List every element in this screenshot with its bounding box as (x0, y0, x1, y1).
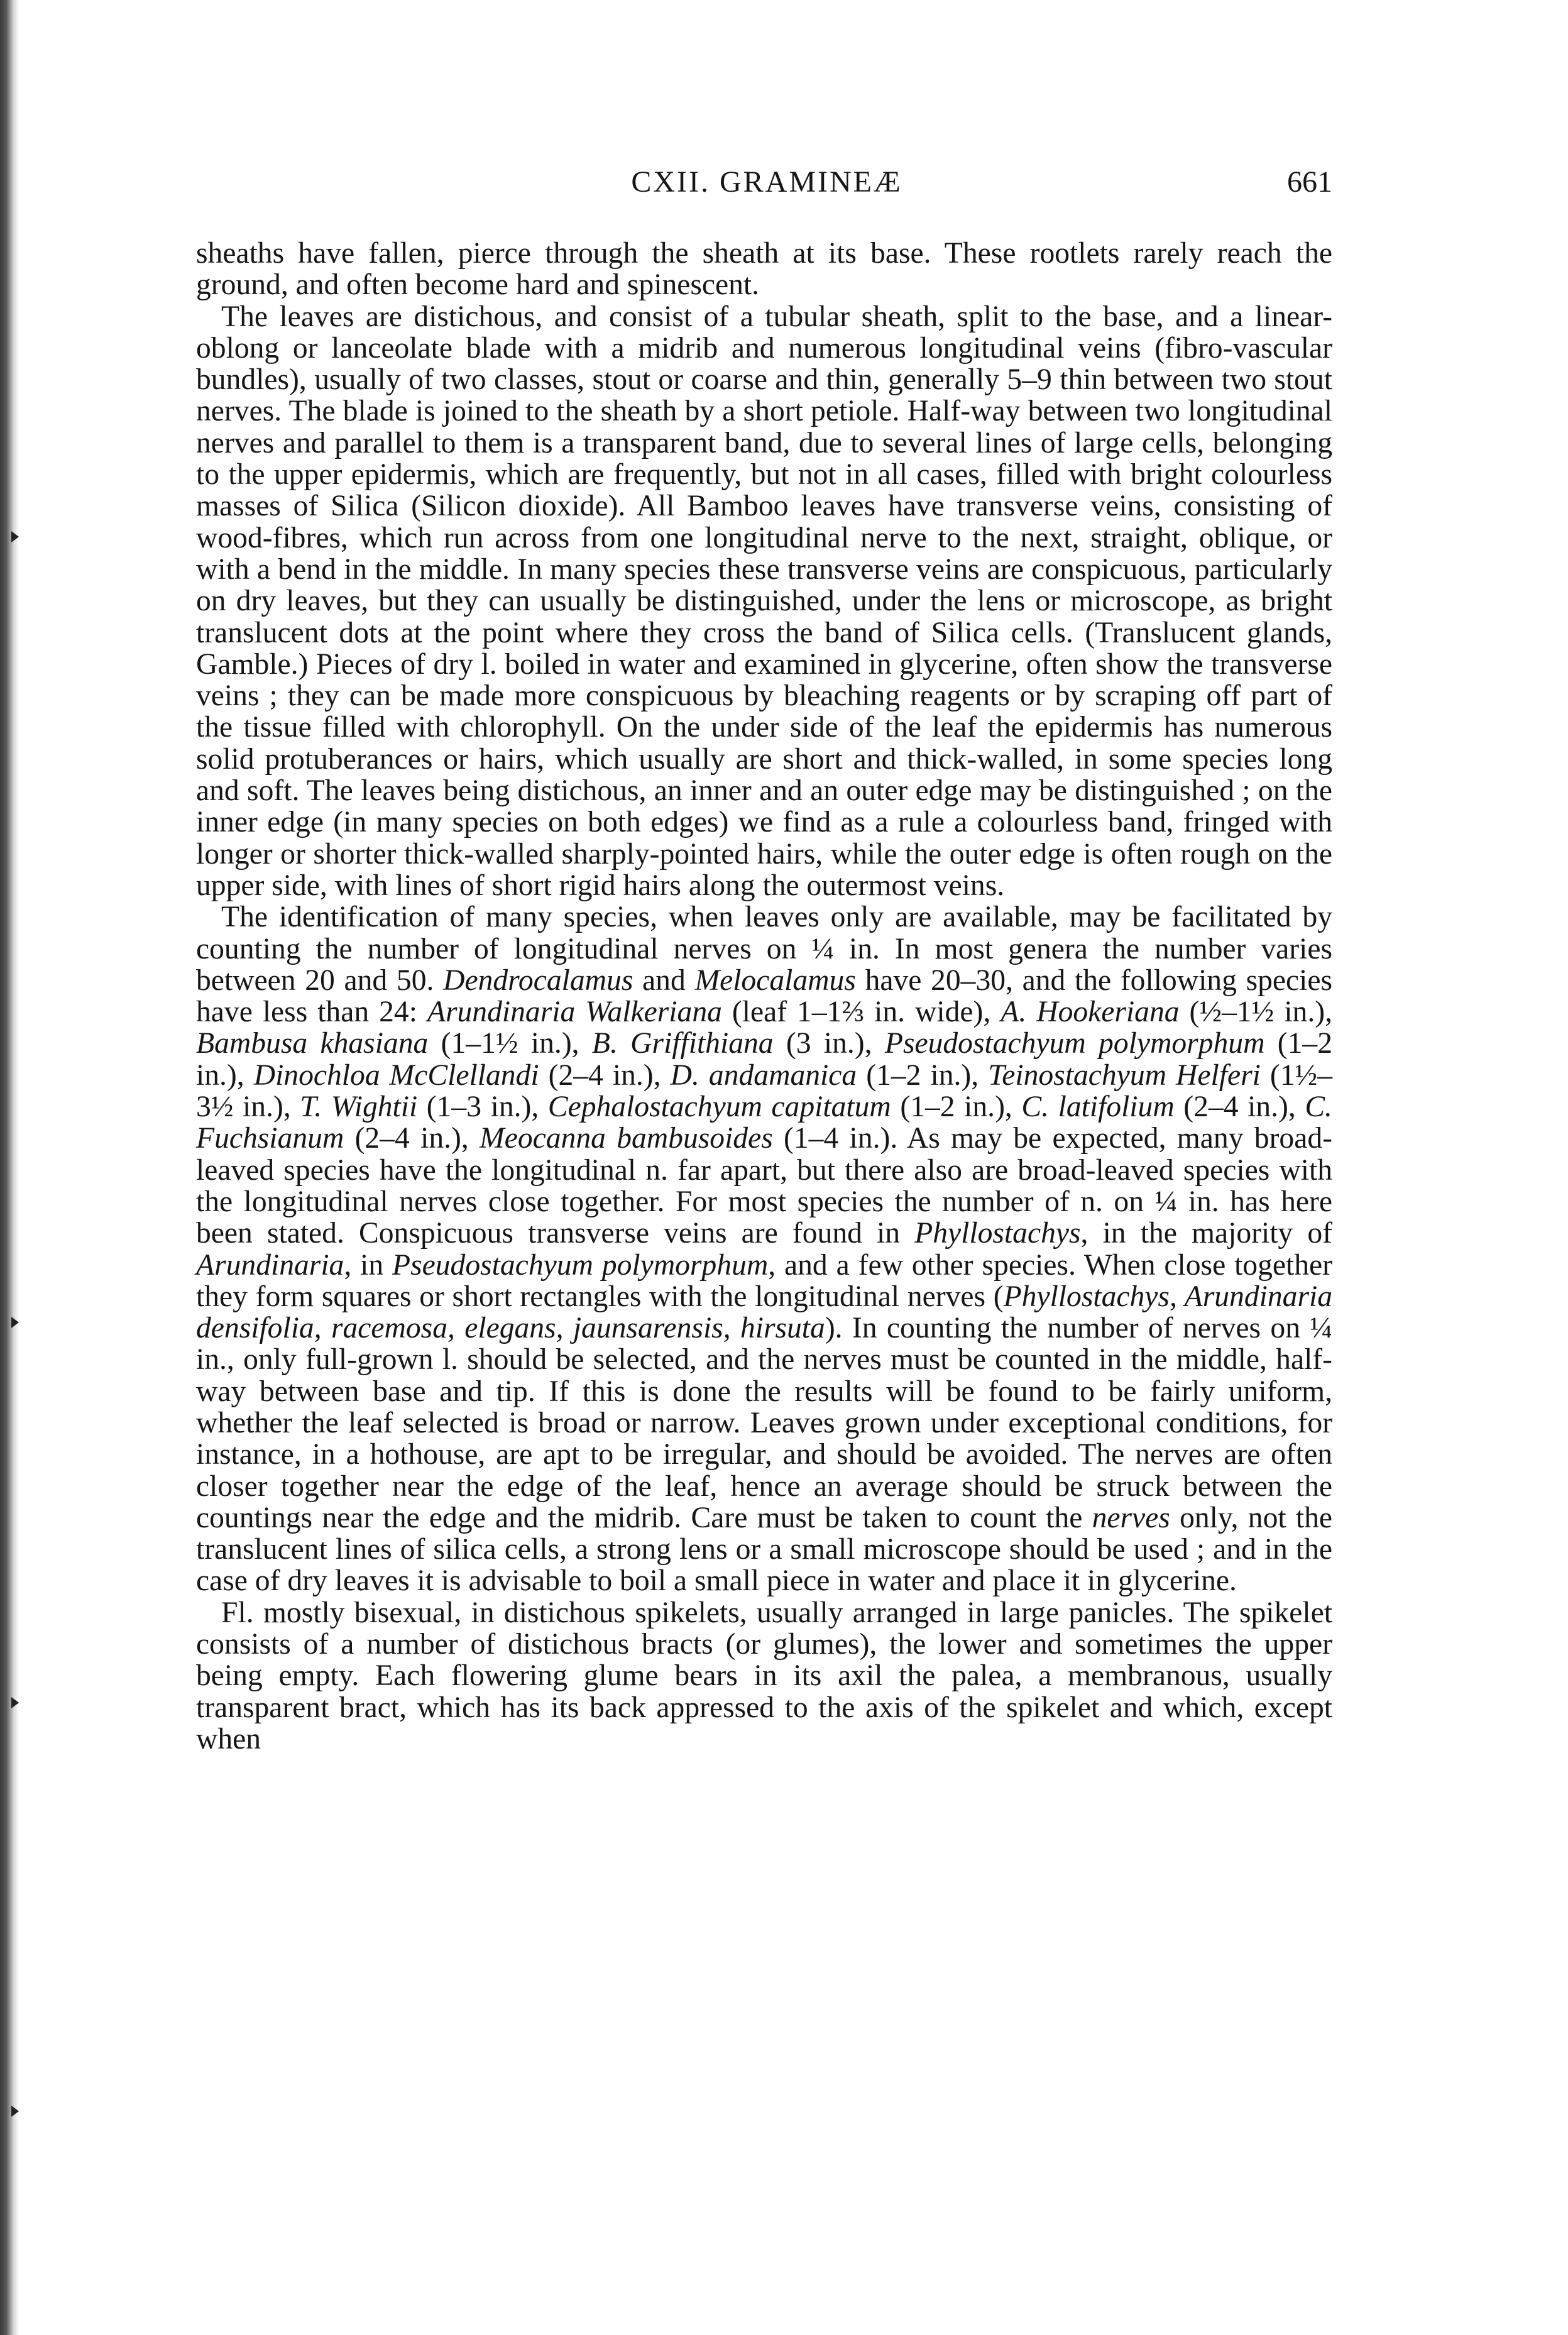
running-title: CXII. GRAMINEÆ (631, 165, 902, 199)
italic-taxon-text: Dendrocalamus (443, 964, 633, 997)
italic-taxon-text: Pseudostachyum polymorphum (884, 1027, 1265, 1060)
binding-tab-mark (11, 2106, 19, 2117)
italic-taxon-text: Pseudostachyum polymorphum (392, 1248, 769, 1282)
italic-taxon-text: Cephalostachyum capitatum (547, 1091, 891, 1124)
text-run: (1–3 in.), (417, 1091, 548, 1124)
paragraph: The leaves are distichous, and consist of a tubular sheath, split to the base, and a linear-oblong or lanceolate blade with a midrib and numerous longitudinal veins (fibro-vascular bundles), usually of two classes, stout or coarse and thin, generally 5–9 thin between two stout nerves. The blade is joined to the sheath by a short petiole. Half-way between two longitudinal nerves and parallel to them is a transparent band, due to several lines of large cells, belonging to the upper epidermis, which are frequently, but not in all cases, filled with bright colourless masses of Silica (Silicon dioxide). All Bamboo leaves have transverse veins, consisting of wood-fibres, which run across from one longitudinal nerve to the next, straight, oblique, or with a bend in the middle. In many species these transverse veins are conspicuous, particularly on dry leaves, but they can usually be distinguished, under the lens or microscope, as bright translucent dots at the point where they cross the band of Silica cells. (Translucent glands, Gamble.) Pieces of dry l. boiled in water and examined in glycerine, often show the transverse veins ; they can be made more conspicuous by bleaching reagents or by scraping off part of the tissue filled with chlorophyll. On the under side of the leaf the epidermis has numerous solid protuberances or hairs, which usually are short and thick-walled, in some species long and soft. The leaves being distichous, an inner and an outer edge may be distinguished ; on the inner edge (in many species on both edges) we find as a rule a colourless band, fringed with longer or shorter thick-walled sharply-pointed hairs, while the outer edge is often rough on the upper side, with lines of short rigid hairs along the outermost veins. (196, 300, 1332, 902)
text-run: (1–2 in.), (196, 1027, 1333, 1092)
text-run: (1–2 in.), (857, 1058, 989, 1092)
binding-tab-mark (11, 1697, 19, 1708)
text-run: (1½–3½ in.), (196, 1058, 1332, 1124)
italic-taxon-text: Meocanna bambusoides (480, 1122, 773, 1155)
italic-taxon-text: Arundinaria Walkeriana (427, 996, 722, 1029)
italic-taxon-text: Teinostachyum Helferi (988, 1058, 1261, 1092)
text-run: , in (344, 1248, 393, 1282)
italic-taxon-text: Melocalamus (694, 964, 856, 997)
text-run: (1–1½ in.), (428, 1027, 592, 1060)
binding-tab-mark (11, 1317, 19, 1328)
italic-taxon-text: T. Wightii (300, 1091, 418, 1124)
italic-taxon-text: D. andamanica (670, 1058, 857, 1092)
text-run: and (633, 964, 695, 997)
paragraph: Fl. mostly bisexual, in distichous spikelets, usually arranged in large panicles. The spikelet consists of a number of distichous bracts (or glumes), the lower and sometimes the upper being empty. Each flowering glume bears in its axil the palea, a membranous, usually transparent bract, which has its back appressed to the axis of the spikelet and which, except when (196, 1596, 1332, 1755)
text-run: (1–4 in.). As may be expected, many broad-leaved species have the longitudinal n. far apart, but there also are broad-leaved species with the longitudinal nerves close together. For most species the number of n. on ¼ in. has here been stated. Conspicuous transverse veins are found in (196, 1122, 1332, 1250)
text-run: only, not the translucent lines of silica cells, a strong lens or a small microscope should be used ; and in the case of dry leaves it is advisable to boil a small piece in water and place it in glycerine. (196, 1501, 1333, 1598)
italic-taxon-text: C. latifolium (1021, 1091, 1175, 1124)
text-run: (2–4 in.), (1174, 1091, 1305, 1124)
text-run: (½–1½ in.), (1179, 996, 1333, 1029)
paragraph (196, 901, 1332, 1597)
italic-taxon-text: B. Griffithiana (591, 1027, 774, 1060)
binding-tab-mark (11, 531, 19, 542)
text-run: (2–4 in.), (344, 1122, 480, 1155)
text-run: (leaf 1–1⅔ in. wide), (721, 996, 1001, 1029)
italic-taxon-text: Bambusa khasiana (196, 1027, 429, 1060)
text-run: The identification of many species, when leaves only are available, may be facilitated by counting the number of longitudinal nerves on ¼ in. In most genera the number varies between 20 and 50. (196, 901, 1332, 997)
text-run: ). In counting the number of nerves on ¼ in., only full-grown l. should be selected, and the nerves must be counted in the middle, half-way between base and tip. If this is done the results will be found to be fairly uniform, whether the leaf selected is broad or narrow. Leaves grown under exceptional conditions, for instance, in a hothouse, are apt to be irregular, and should be avoided. The nerves are often closer together near the edge of the leaf, hence an average should be struck between the countings near the edge and the midrib. Care must be taken to count the (196, 1312, 1333, 1534)
italic-taxon-text: A. Hookeriana (1001, 996, 1180, 1029)
text-run: (2–4 in.), (539, 1058, 671, 1092)
body-text (196, 238, 1332, 1755)
italic-taxon-text: C. Fuchsianum (196, 1091, 1332, 1155)
text-run: , and a few other species. When close together they form squares or short rectangles with the longitudinal nerves ( (196, 1248, 1333, 1313)
italic-taxon-text: Phyllostachys, Arundinaria densifolia, racemosa, elegans, jaunsarensis, hirsuta (196, 1280, 1333, 1345)
page-number: 661 (1287, 165, 1332, 199)
italic-taxon-text: Dinochloa McClellandi (253, 1058, 539, 1092)
page-header (201, 165, 1332, 209)
paragraph: sheaths have fallen, pierce through the sheath at its base. These rootlets rarely reach the ground, and often become hard and spinescent. (196, 237, 1332, 302)
text-run: , in the majority of (1080, 1217, 1332, 1250)
text-run: have 20–30, and the following species have less than 24: (196, 964, 1333, 1029)
text-run: (3 in.), (773, 1027, 885, 1060)
book-binding-edge (0, 0, 19, 2335)
italic-taxon-text: Arundinaria (196, 1248, 344, 1282)
text-run: (1–2 in.), (891, 1091, 1022, 1124)
italic-taxon-text: Phyllostachys (914, 1217, 1081, 1250)
italic-taxon-text: nerves (1092, 1501, 1170, 1534)
